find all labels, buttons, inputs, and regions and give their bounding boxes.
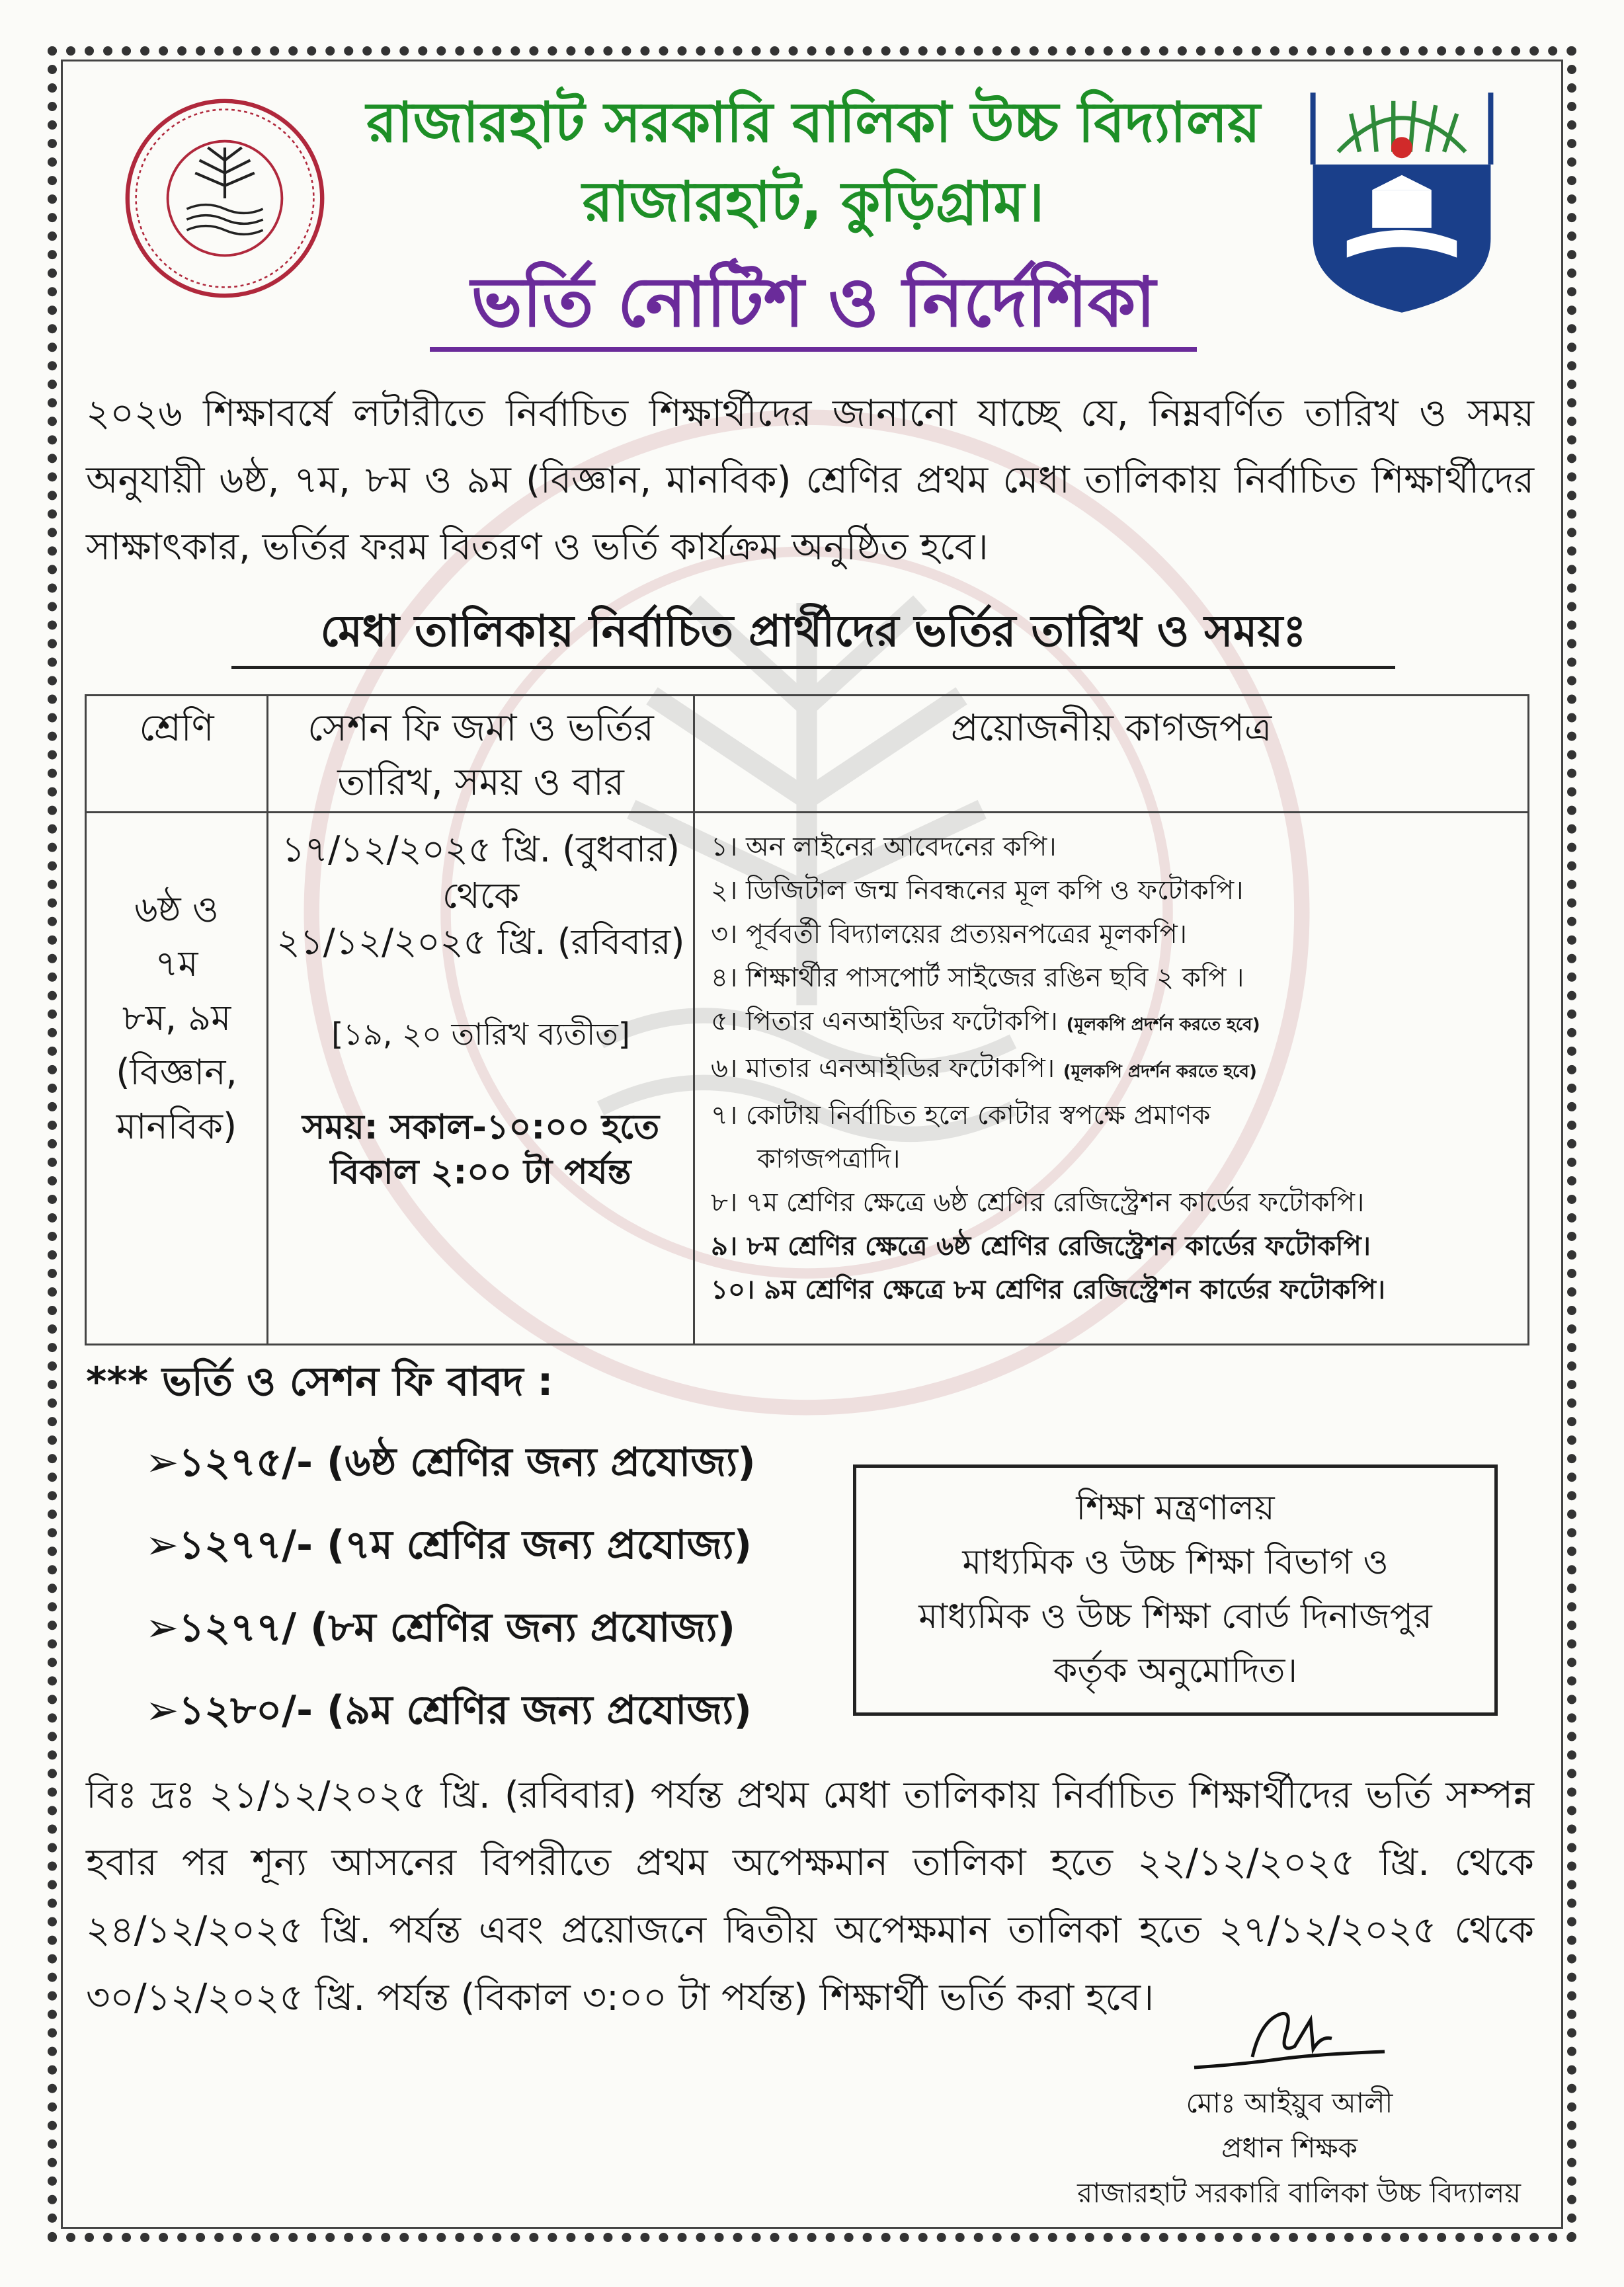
document-note: (মূলকপি প্রদর্শন করতে হবে) [1066,1015,1260,1035]
ministry-line: কর্তৃক অনুমোদিত। [1053,1651,1298,1691]
fee-heading: *** ভর্তি ও সেশন ফি বাবদ : [86,1359,553,1405]
intro-paragraph: ২০২৬ শিক্ষাবর্ষে লটারীতে নির্বাচিত শিক্ষার্থীদের জানানো যাচ্ছে যে, নিম্নবর্ণিত তারিখ ও সময় অনুযায়ী ৬ষ্ঠ, ৭ম, ৮ম ও ৯ম (বিজ্ঞান, মানবিক) শ্রেণির প্রথম মেধা তালিকায় নির্বাচিত শিক্ষার্থীদের সাক্ষাৎকার, ভর্তির ফরম বিতরণ ও ভর্তি কার্যক্রম অনুষ্ঠিত হবে। [86,392,1534,569]
class-line: ৮ম, ৯ম [122,997,231,1039]
schedule-heading-underline [231,666,1395,669]
time-end: বিকাল ২:০০ টা পর্যন্ত [330,1152,631,1192]
education-board-logo-icon [1296,79,1508,317]
schedule-heading: মেধা তালিকায় নির্বাচিত প্রার্থীদের ভর্তির তারিখ ও সময়ঃ [320,606,1307,657]
title-underline [430,347,1197,352]
signatory-title: প্রধান শিক্ষক [1221,2132,1358,2164]
document-text: ৬। মাতার এনআইডির ফটোকপি। [711,1053,1055,1084]
fee-list [145,1422,756,1752]
document-item: ৪। শিক্ষার্থীর পাসপোর্ট সাইজের রঙিন ছবি ২ কপি । [711,963,1244,993]
date-end: ২১/১২/২০২৫ খ্রি. (রবিবার) [276,921,685,963]
signatory-name: মোঃ আইয়ুব আলী [1186,2087,1393,2119]
ministry-line: মাধ্যমিক ও উচ্চ শিক্ষা বোর্ড দিনাজপুর [918,1597,1432,1636]
class-line: ৬ষ্ঠ ও [134,889,219,930]
date-exclude: [১৯, ২০ তারিখ ব্যতীত] [331,1016,630,1052]
header-date [268,696,694,813]
document-item: ২। ডিজিটাল জন্ম নিবন্ধনের মূল কপি ও ফটোকপি। [711,875,1244,906]
document-item: ৭। কোটায় নির্বাচিত হলে কোটার স্বপক্ষে প্রমাণক [711,1100,1211,1131]
ministry-approval-box [853,1464,1498,1716]
fee-item: ➢১২৭৭/- (৭ম শ্রেণির জন্য প্রযোজ্য) [145,1522,752,1568]
class-cell [86,813,268,1345]
class-line: (বিজ্ঞান, [116,1051,237,1093]
fee-item: ➢১২৭৫/- (৬ষ্ঠ শ্রেণির জন্য প্রযোজ্য) [145,1439,756,1486]
document-item [711,1047,1521,1094]
table-row [86,813,1529,1345]
table-header-row [86,696,1529,813]
document-item: ১০। ৯ম শ্রেণির ক্ষেত্রে ৮ম শ্রেণির রেজিস্ট্রেশন কার্ডের ফটোকপি। [711,1275,1386,1305]
document-item: ৮। ৭ম শ্রেণির ক্ষেত্রে ৬ষ্ঠ শ্রেণির রেজিস্ট্রেশন কার্ডের ফটোকপি। [711,1187,1365,1218]
time-start: সময়: সকাল-১০:০০ হতে [302,1107,660,1147]
date-cell [268,813,694,1345]
signature-icon [1184,2007,1395,2079]
date-from: থেকে [442,875,520,916]
header-class-label: শ্রেণি [139,707,214,750]
class-line: ৭ম [155,943,198,984]
header-class [86,696,268,813]
documents-cell [694,813,1529,1345]
header-date-line1: সেশন ফি জমা ও ভর্তির [307,707,654,750]
class-line: মানবিক) [116,1105,237,1147]
date-start: ১৭/১২/২০২৫ খ্রি. (বুধবার) [281,828,680,870]
footnote-paragraph: বিঃ দ্রঃ ২১/১২/২০২৫ খ্রি. (রবিবার) পর্যন্ত প্রথম মেধা তালিকায় নির্বাচিত শিক্ষার্থীদের ভর্তি সম্পন্ন হবার পর শূন্য আসনের বিপরীতে প্রথম অপেক্ষমান তালিকা হতে ২২/১২/২০২৫ খ্রি. থেকে ২৪/১২/২০২৫ খ্রি. পর্যন্ত এবং প্রয়োজনে দ্বিতীয় অপেক্ষমান তালিকা হতে ২৭/১২/২০২৫ থেকে ৩০/১২/২০২৫ খ্রি. পর্যন্ত (বিকাল ৩:০০ টা পর্যন্ত) শিক্ষার্থী ভর্তি করা হবে। [86,1774,1535,2019]
header-documents-label: প্রয়োজনীয় কাগজপত্র [950,707,1272,750]
document-note: (মূলকপি প্রদর্শন করতে হবে) [1063,1062,1257,1082]
school-seal-icon [119,93,331,304]
document-item: ১। অন লাইনের আবেদনের কপি। [711,832,1057,862]
signatory-school: রাজারহাট সরকারি বালিকা উচ্চ বিদ্যালয় [1077,2177,1521,2209]
notice-title: ভর্তি নোটিশ ও নির্দেশিকা [471,262,1156,342]
admission-schedule-table [85,694,1529,1345]
school-location: রাজারহাট, কুড়িগ্রাম। [582,169,1045,234]
document-item: ৩। পূর্ববর্তী বিদ্যালয়ের প্রত্যয়নপত্রের মূলকপি। [711,919,1188,949]
header-documents [694,696,1529,813]
document-item: ৯। ৮ম শ্রেণির ক্ষেত্রে ৬ষ্ঠ শ্রেণির রেজিস্ট্রেশন কার্ডের ফটোকপি। [711,1231,1371,1262]
ministry-line: মাধ্যমিক ও উচ্চ শিক্ষা বিভাগ ও [962,1543,1389,1582]
document-text: ৫। পিতার এনআইডির ফটোকপি। [711,1006,1058,1037]
school-name: রাজারহাট সরকারি বালিকা উচ্চ বিদ্যালয় [366,90,1260,155]
fee-item: ➢১২৭৭/ (৮ম শ্রেণির জন্য প্রযোজ্য) [145,1605,736,1651]
document-item-continued: কাগজপত্রাদি। [757,1144,901,1174]
document-item [711,1000,1521,1047]
fee-item: ➢১২৮০/- (৯ম শ্রেণির জন্য প্রযোজ্য) [145,1687,752,1734]
header-date-line2: তারিখ, সময় ও বার [337,761,624,804]
ministry-line: শিক্ষা মন্ত্রণালয় [1076,1488,1275,1528]
